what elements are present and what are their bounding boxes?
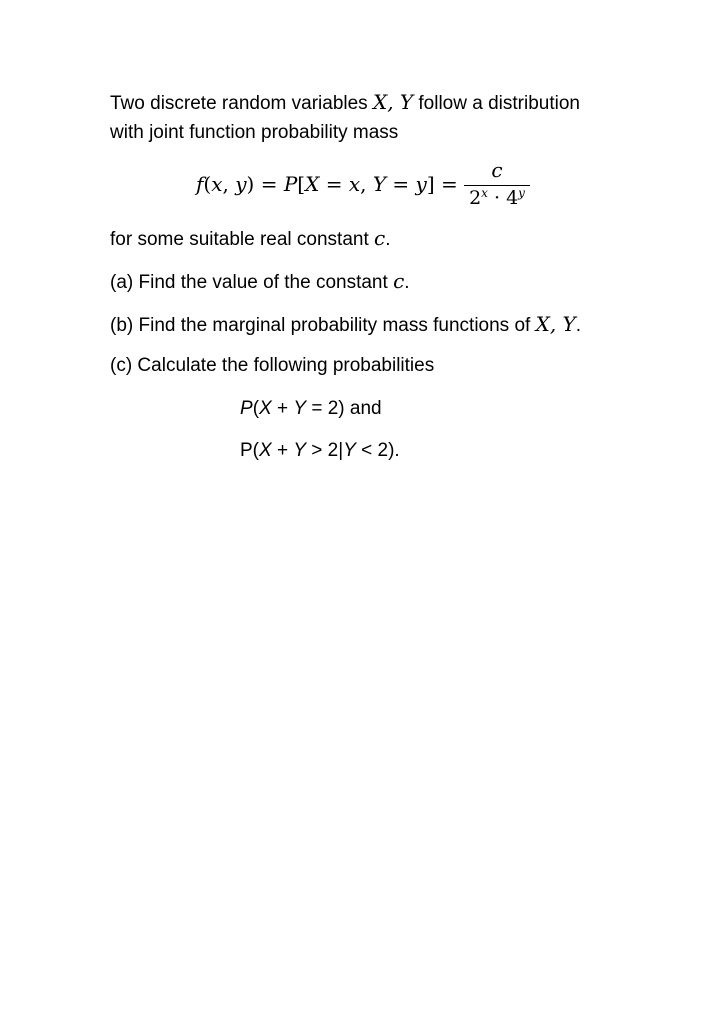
prob2-x: X xyxy=(259,440,272,461)
prob2-y: Y xyxy=(293,440,307,461)
constant-text: for some suitable real constant xyxy=(110,229,375,250)
part-b: (b) Find the marginal probability mass functions of X, Y. xyxy=(110,312,582,336)
constant-line: for some suitable real constant c. xyxy=(110,226,391,250)
prob1-rest: = 2) and xyxy=(306,398,382,419)
part-a-var: c xyxy=(393,269,405,293)
probability-1: P(X + Y = 2) and xyxy=(240,398,382,419)
constant-var: c xyxy=(374,226,386,250)
prob2-rest: < 2). xyxy=(355,440,400,461)
part-c-text: (c) Calculate the following probabilities xyxy=(110,355,435,376)
intro-text-b: follow a distribution xyxy=(413,93,580,114)
fraction-denominator: $2^x \cdot 4^y$ xyxy=(469,186,525,209)
fraction-numerator: c xyxy=(491,158,503,182)
intro-line-2 xyxy=(110,123,398,142)
prob2-p: P( xyxy=(240,440,259,461)
equation-fraction xyxy=(464,160,530,210)
prob1-x: X xyxy=(259,398,272,419)
intro-line-1 xyxy=(110,92,580,113)
prob1-y: Y xyxy=(293,398,307,419)
part-c xyxy=(110,356,434,375)
part-b-text: (b) Find the marginal probability mass functions of xyxy=(110,315,536,336)
prob1-p: P xyxy=(240,398,253,419)
part-a-text: (a) Find the value of the constant xyxy=(110,272,394,293)
intro-text-a: Two discrete random variables xyxy=(110,93,373,114)
part-a: (a) Find the value of the constant c. xyxy=(110,269,410,293)
intro-text-line2: with joint function probability mass xyxy=(110,122,399,143)
prob2-y2: Y xyxy=(343,440,356,461)
intro-variables: X, Y xyxy=(372,90,414,114)
part-b-vars: X, Y xyxy=(535,312,576,336)
probability-2: P(X + Y > 2|Y < 2). xyxy=(240,440,400,461)
equation-lhs: f(x, y) = P[X = x, Y = y] = xyxy=(196,172,458,196)
